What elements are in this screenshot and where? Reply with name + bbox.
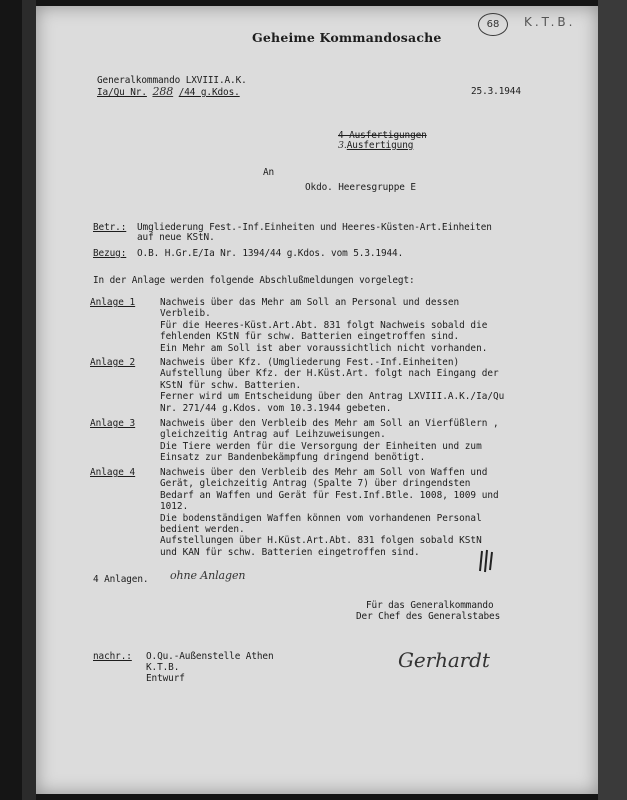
enclosures-handwritten-note: ohne Anlagen bbox=[170, 569, 246, 582]
annex-line: Nachweis über Kfz. (Umgliederung Fest.-Inf.Einheiten) bbox=[160, 357, 460, 368]
annex-line: gleichzeitig Antrag auf Leihzuweisungen. bbox=[160, 429, 386, 441]
annex-line: Nachweis über den Verbleib des Mehr am Soll von Waffen und bbox=[160, 467, 488, 478]
annex-line: KStN für schw. Batterien. bbox=[160, 379, 302, 391]
reference-number-handwritten: 288 bbox=[152, 85, 174, 98]
annex-4-body bbox=[160, 467, 590, 558]
annex-line: Nr. 271/44 g.Kdos. vom 10.3.1944 gebeten. bbox=[160, 402, 392, 414]
annex-line: fehlenden KStN für schw. Batterien eingetroffen sind. bbox=[160, 331, 460, 343]
sender-line-2 bbox=[97, 86, 240, 98]
annex-line: Für die Heeres-Küst.Art.Abt. 831 folgt Nachweis sobald die bbox=[160, 319, 488, 331]
annex-line: Nachweis über das Mehr am Soll an Personal und dessen bbox=[160, 297, 460, 308]
copies-count: 4 Ausfertigungen bbox=[338, 130, 427, 141]
sender-line-1: Generalkommando LXVIII.A.K. bbox=[97, 75, 247, 86]
page-number-stamp: 68 bbox=[478, 13, 508, 36]
annex-line: und KAN für schw. Batterien eingetroffen sind. bbox=[160, 546, 420, 558]
annex-line: Ferner wird um Entscheidung über den Antrag LXVIII.A.K./Ia/Qu bbox=[160, 391, 505, 403]
annex-line: Aufstellungen über H.Küst.Art.Abt. 831 folgen sobald KStN bbox=[160, 535, 482, 547]
distribution-line-1: O.Qu.-Außenstelle Athen bbox=[146, 651, 274, 662]
annex-line: Bedarf an Waffen und Gerät für Fest.Inf.Btle. 1008, 1009 und bbox=[160, 489, 499, 501]
betr-line-1: Umgliederung Fest.-Inf.Einheiten und Heeres-Küsten-Art.Einheiten bbox=[137, 222, 492, 233]
annex-line: Verbleib. bbox=[160, 308, 211, 320]
annex-line: 1012. bbox=[160, 501, 189, 513]
recipient-name: Okdo. Heeresgruppe E bbox=[305, 182, 416, 193]
annex-line: Nachweis über den Verbleib des Mehr am Soll an Vierfüßlern , bbox=[160, 418, 499, 429]
annex-line: Einsatz zur Bandenbekämpfung dringend benötigt. bbox=[160, 452, 426, 464]
bezug-label: Bezug: bbox=[93, 248, 127, 259]
handwritten-check-mark bbox=[478, 548, 500, 574]
annex-3-label: Anlage 3 bbox=[90, 418, 136, 429]
copy-number bbox=[338, 140, 413, 151]
annex-line: Die Tiere werden für die Versorgung der Einheiten und zum bbox=[160, 440, 482, 452]
annex-line: Aufstellung über Kfz. der H.Küst.Art. folgt nach Eingang der bbox=[160, 368, 499, 380]
reference-suffix: /44 g.Kdos. bbox=[178, 87, 240, 98]
recipient-an: An bbox=[263, 167, 275, 178]
document-date: 25.3.1944 bbox=[471, 86, 521, 97]
annex-1-body bbox=[160, 297, 590, 354]
annex-line: Die bodenständigen Waffen können vom vorhandenen Personal bbox=[160, 512, 482, 524]
copy-label: Ausfertigung bbox=[346, 140, 414, 151]
reference-prefix: Ia/Qu Nr. bbox=[97, 87, 147, 98]
scan-edge-right bbox=[598, 0, 627, 800]
distribution-line-3: Entwurf bbox=[146, 673, 185, 684]
betr-line-2: auf neue KStN. bbox=[137, 232, 215, 243]
classification-header: Geheime Kommandosache bbox=[252, 30, 442, 45]
annex-4-label: Anlage 4 bbox=[90, 467, 136, 478]
annex-2-body bbox=[160, 357, 590, 414]
betr-label: Betr.: bbox=[93, 222, 127, 233]
distribution-label: nachr.: bbox=[93, 651, 132, 662]
annex-3-body bbox=[160, 418, 590, 464]
intro-text: In der Anlage werden folgende Abschlußmeldungen vorgelegt: bbox=[93, 275, 415, 286]
closing-line-2: Der Chef des Generalstabes bbox=[356, 611, 501, 622]
distribution-line-2: K.T.B. bbox=[146, 662, 180, 673]
bezug-text: O.B. H.Gr.E/Ia Nr. 1394/44 g.Kdos. vom 5.3.1944. bbox=[137, 248, 404, 259]
closing-line-1: Für das Generalkommando bbox=[366, 600, 494, 611]
ktb-stamp: K.T.B. bbox=[524, 15, 576, 29]
copy-number-handwritten: 3. bbox=[338, 140, 347, 151]
annex-line: bedient werden. bbox=[160, 524, 245, 536]
annex-2-label: Anlage 2 bbox=[90, 357, 136, 368]
scan-edge-left bbox=[22, 0, 36, 800]
enclosures-count: 4 Anlagen. bbox=[93, 574, 149, 585]
signature: Gerhardt bbox=[398, 648, 490, 672]
annex-line: Ein Mehr am Soll ist aber voraussichtlich nicht vorhanden. bbox=[160, 342, 488, 354]
annex-line: Gerät, gleichzeitig Antrag (Spalte 7) über dringendsten bbox=[160, 478, 471, 490]
annex-1-label: Anlage 1 bbox=[90, 297, 136, 308]
